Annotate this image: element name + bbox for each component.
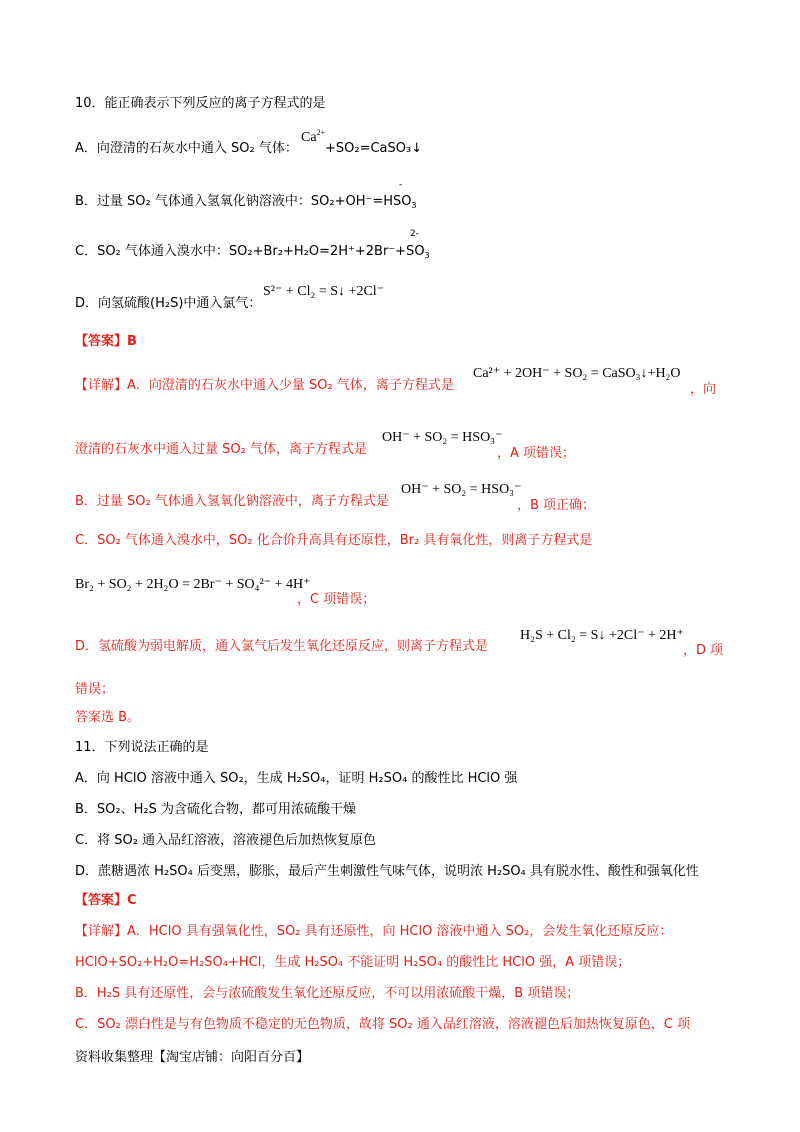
q10-detail-b: B．过量 SO₂ 气体通入氢氧化钠溶液中，离子方程式是: [75, 494, 389, 509]
q11-detail-line1: 【详解】A．HClO 具有强氧化性，SO₂ 具有还原性，向 HClO 溶液中通入 SO₂，会发生氧化还原反应：: [75, 924, 673, 939]
q10-option-a-label: A．向澄清的石灰水中通入 SO₂ 气体：: [75, 141, 298, 156]
q11-option-b: B．SO₂、H₂S 为含硫化合物，都可用浓硫酸干燥: [75, 802, 356, 817]
page-footer: 资料收集整理【淘宝店铺：向阳百分百】: [75, 1050, 310, 1065]
q10-detail-c: C．SO₂ 气体通入溴水中，SO₂ 化合价升高具有还原性，Br₂ 具有氧化性，则离子方程式是: [75, 533, 593, 548]
q10-option-a: [75, 141, 298, 157]
q10-detail-a2: 澄清的石灰水中通入过量 SO₂ 气体，离子方程式是: [75, 442, 367, 457]
q10-detail-a1-eq: Ca²⁺ + 2OH⁻ + SO₂ = CaSO₃↓+H₂O: [473, 366, 681, 381]
q10-option-c: C．SO₂ 气体通入溴水中：$SO_2+Br_2+H_2O=2H^++2Br^-+SO_3$: [75, 244, 430, 260]
q10-option-b: B．过量 SO₂ 气体通入氢氧化钠溶液中：$SO_2+OH^-=HSO_3$: [75, 194, 417, 210]
q10-detail-a1: 【详解】A．向澄清的石灰水中通入少量 SO₂ 气体，离子方程式是: [75, 378, 454, 393]
q10-detail-a2-suffix: ，A 项错误；: [497, 446, 576, 461]
q11-detail-line3: B．H₂S 具有还原性，会与浓硫酸发生氧化还原反应，不可以用浓硫酸干燥，B 项错误；: [75, 986, 580, 1001]
q10-detail-d-eq: H₂S + Cl₂ = S↓ +2Cl⁻ + 2H⁺: [520, 628, 684, 643]
q10-detail-b-eq: OH⁻ + SO₂ = HSO₃⁻: [401, 482, 522, 497]
q11-detail-line2: HClO+SO₂+H₂O=H₂SO₄+HCl，生成 H₂SO₄ 不能证明 H₂SO₄ 的酸性比 HClO 强，A 项错误；: [75, 955, 631, 970]
q10-answer: 【答案】B: [75, 334, 137, 349]
q10-option-d-eq: S²⁻ + Cl₂ = S↓ +2Cl⁻: [263, 284, 385, 299]
q11-stem: 11．下列说法正确的是: [75, 740, 209, 755]
q10-option-a-eq: +SO₂=CaSO₃↓: [325, 141, 423, 156]
q10-detail-d-suffix: ，D 项: [683, 643, 724, 658]
q10-detail-a1-suffix: ，向: [690, 382, 717, 397]
q10-option-a-ion: $Ca^{2+}$: [301, 128, 326, 145]
q11-option-d: D．蔗糖遇浓 H₂SO₄ 后变黑，膨胀，最后产生刺激性气味气体，说明浓 H₂SO₄ 具有脱水性、酸性和强氧化性: [75, 864, 699, 879]
q11-detail-line4: C．SO₂ 漂白性是与有色物质不稳定的无色物质，故将 SO₂ 通入品红溶液，溶液褪色后加热恢复原色，C 项: [75, 1017, 691, 1032]
q11-option-a: A．向 HClO 溶液中通入 SO₂，生成 H₂SO₄，证明 H₂SO₄ 的酸性比 HClO 强: [75, 771, 518, 786]
q10-detail-d-end: 错误；: [75, 682, 115, 697]
q10-stem: 10．能正确表示下列反应的离子方程式的是: [75, 96, 326, 111]
q10-option-b-charge: -: [399, 180, 403, 190]
q10-detail-c-suffix: ，C 项错误；: [297, 592, 376, 607]
q10-detail-a2-eq: OH⁻ + SO₂ = HSO₃⁻: [382, 430, 503, 445]
q11-option-c: C．将 SO₂ 通入品红溶液，溶液褪色后加热恢复原色: [75, 833, 377, 848]
q10-detail-b-suffix: ，B 项正确；: [517, 498, 596, 513]
q10-choose: 答案选 B。: [75, 710, 141, 725]
q10-detail-c-eq: Br₂ + SO₂ + 2H₂O = 2Br⁻ + SO₄²⁻ + 4H⁺: [75, 577, 311, 592]
q10-detail-d: D．氢硫酸为弱电解质，通入氯气后发生氧化还原反应，则离子方程式是: [75, 639, 489, 654]
q10-option-d: D．向氢硫酸(H₂S)中通入氯气：: [75, 296, 262, 311]
q11-answer: 【答案】C: [75, 893, 137, 908]
q10-option-c-charge: 2-: [410, 229, 419, 239]
